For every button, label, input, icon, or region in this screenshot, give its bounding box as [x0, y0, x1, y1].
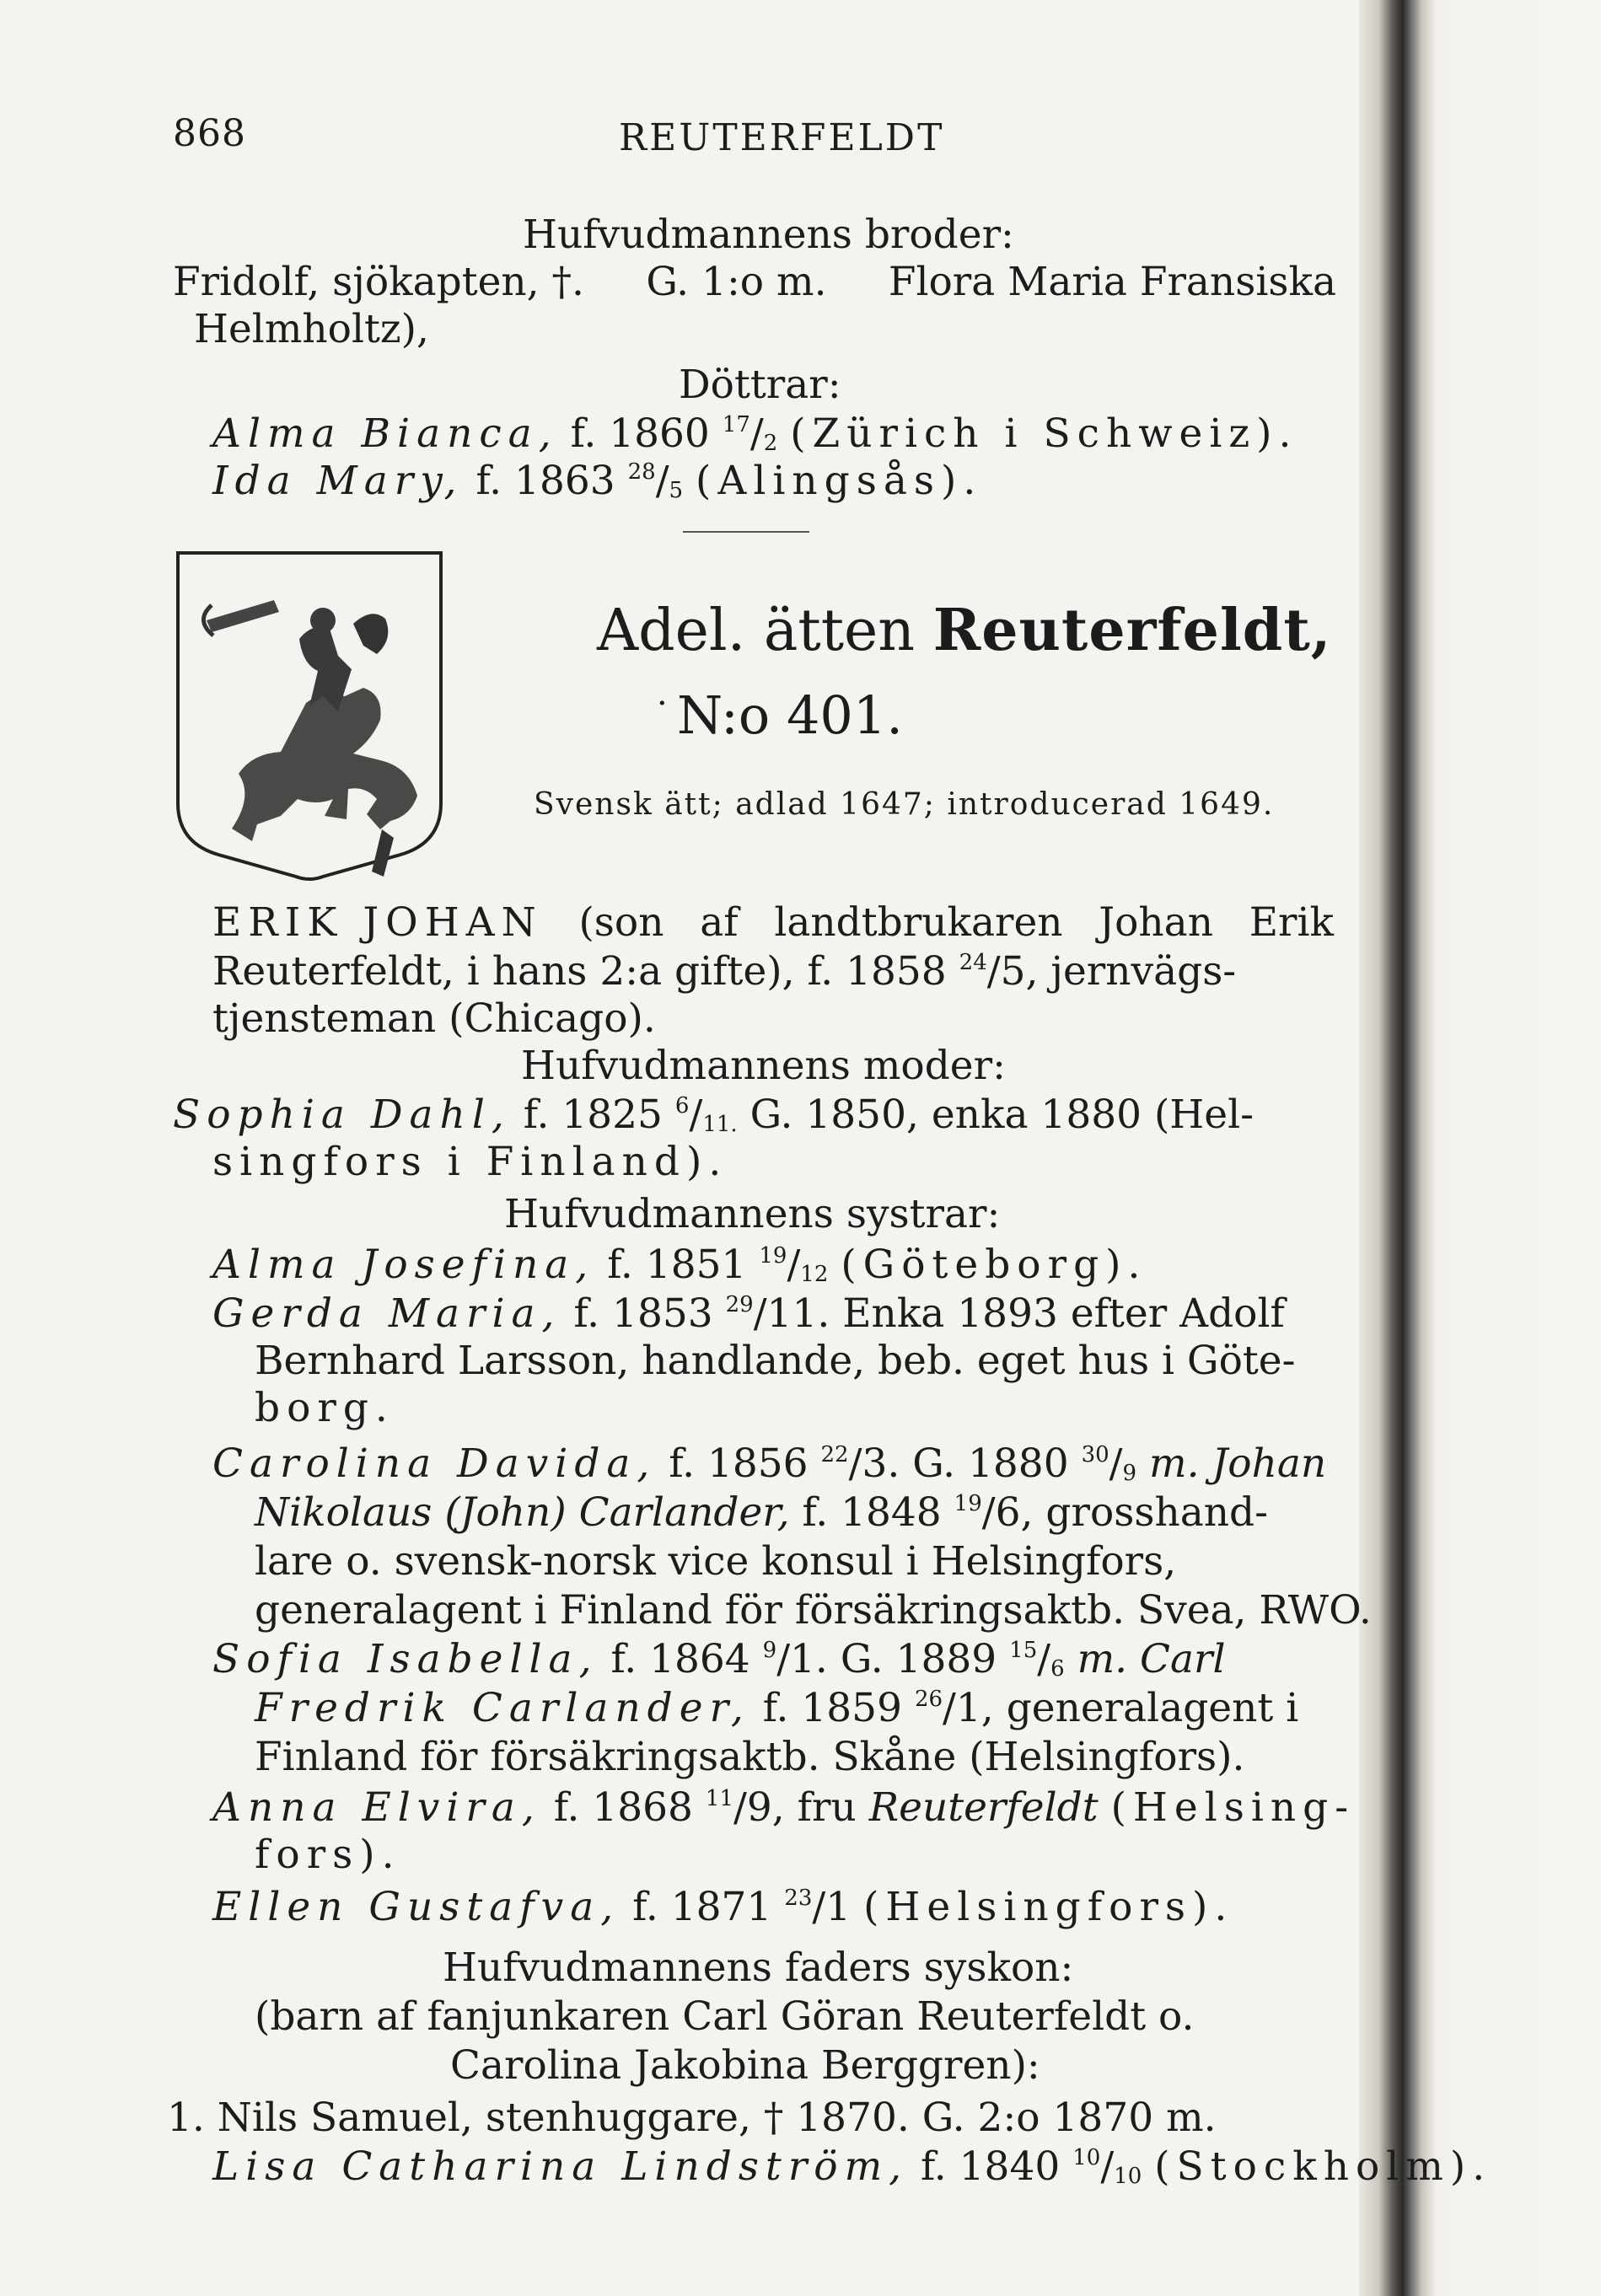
erik-af: af: [700, 899, 739, 946]
coat-of-arms-icon: [173, 546, 446, 883]
family-facts: Svensk ätt; adlad 1647; introducerad 1649.: [534, 787, 1275, 822]
alma-josefina-day: 19: [759, 1243, 787, 1269]
anna-day: 11: [705, 1786, 734, 1811]
daughters-heading: Döttrar:: [679, 362, 841, 408]
fredrik-day: 26: [914, 1687, 943, 1712]
gerda-born: f. 1853: [573, 1290, 713, 1337]
fridolf-line: [173, 260, 1336, 305]
carolina-marriage-month: 9: [1122, 1461, 1137, 1486]
rl-gifte: i hans 2:a gifte),: [466, 948, 795, 995]
alma-bianca-name: Alma Bianca,: [212, 410, 558, 457]
book-spine-shadow: [1359, 0, 1601, 2296]
nikolaus-born: f. 1848: [802, 1489, 942, 1536]
line-barn-2: Carolina Jakobina Berggren):: [450, 2042, 1040, 2089]
nils-number: 1.: [167, 2095, 205, 2141]
nils-married: G. 2:o 1870 m.: [921, 2095, 1217, 2141]
lisa-day: 10: [1072, 2145, 1101, 2170]
ida-mary-born: f. 1863: [475, 458, 615, 504]
brother-heading: Hufvudmannens broder:: [523, 212, 1014, 258]
sofia-married: G. 1889: [840, 1636, 997, 1682]
line-sofia-1: Sofia Isabella, f. 1864 $^9$/1. G. 1889 $^{15}/_6$ m. Carl: [212, 1636, 1226, 1682]
gerda-widow: Enka 1893 efter Adolf: [842, 1290, 1285, 1337]
carolina-day: 22: [820, 1442, 849, 1467]
gerda-day: 29: [725, 1292, 754, 1317]
fredrik-born: f. 1859: [762, 1685, 902, 1731]
lisa-name: Lisa Catharina Lindström,: [212, 2143, 909, 2190]
alma-bianca-day: 17: [722, 412, 750, 437]
carolina-born: f. 1856: [669, 1440, 809, 1487]
line-helsingfors: singfors i Finland).: [212, 1139, 728, 1185]
alma-josefina-name: Alma Josefina,: [212, 1242, 595, 1288]
alma-josefina-month: 12: [800, 1262, 829, 1287]
bernhard-name: Bernhard Larsson,: [255, 1338, 630, 1384]
ellen-born: f. 1871: [632, 1884, 772, 1930]
line-borg: borg.: [255, 1385, 395, 1431]
anna-fru: fru: [797, 1784, 857, 1831]
lisa-month: 10: [1114, 2164, 1142, 2189]
sophia-day: 6: [674, 1093, 690, 1118]
line-anna-2: fors).: [255, 1832, 401, 1878]
line-bernhard: [255, 1338, 1295, 1384]
bullet-dot: ·: [657, 684, 668, 723]
line-carolina-1: Carolina Davida, f. 1856 $^{22}$/3. G. 1880 $^{30}/_9$ m. Johan: [212, 1440, 1327, 1487]
ellen-name: Ellen Gustafva,: [212, 1884, 621, 1930]
sophia-born: f. 1825: [523, 1092, 663, 1138]
line-carolina-3: lare o. svensk-norsk vice konsul i Helsingfors,: [255, 1538, 1177, 1585]
daughter-alma-bianca: Alma Bianca, f. 1860 $^{17}/_2$ (Zürich i Schweiz).: [212, 410, 1298, 457]
fridolf-marriage: G. 1:o m.: [646, 259, 827, 305]
line-reuterfeldt: Reuterfeldt, i hans 2:a gifte), f. 1858 $^{24}$/5, jernvägs-: [212, 948, 1237, 995]
father-siblings-heading: Hufvudmannens faders syskon:: [443, 1945, 1074, 1991]
daughter-ida-mary: Ida Mary, f. 1863 $^{28}/_5$ (Alingsås).: [212, 458, 983, 504]
sophia-month: 11.: [702, 1112, 738, 1137]
line-barn-1: (barn af fanjunkaren Carl Göran Reuterfeldt o.: [255, 1993, 1195, 2040]
alma-josefina-born: f. 1851: [607, 1242, 747, 1288]
erik-father-second: Erik: [1249, 899, 1334, 946]
anna-place: (Helsing-: [1110, 1784, 1356, 1831]
line-nils: [167, 2095, 1217, 2141]
ellen-place: (Helsingfors).: [863, 1884, 1234, 1930]
line-gerda: Gerda Maria, f. 1853 $^{29}$/11. Enka 1893 efter Adolf: [212, 1290, 1285, 1337]
anna-month: 9,: [746, 1784, 785, 1831]
sofia-born: f. 1864: [610, 1636, 750, 1682]
family-title: [597, 597, 1331, 664]
alma-bianca-place: (Zürich i Schweiz).: [790, 410, 1298, 457]
erik-son: (son: [578, 899, 664, 946]
rl-surname: Reuterfeldt,: [212, 948, 454, 995]
anna-married-name: Reuterfeldt: [868, 1784, 1099, 1831]
mother-heading: Hufvudmannens moder:: [521, 1043, 1006, 1089]
family-number: [657, 684, 904, 746]
nikolaus-month: 6,: [995, 1489, 1034, 1536]
line-lisa: Lisa Catharina Lindström, f. 1840 $^{10}/_{10}$ (Stockholm).: [212, 2143, 1492, 2190]
sofia-month: 1.: [790, 1636, 828, 1682]
sofia-name: Sofia Isabella,: [212, 1636, 599, 1682]
rl-occupation: jernvägs-: [1050, 948, 1237, 995]
rl-month: 5,: [1000, 948, 1039, 995]
alma-josefina-place: (Göteborg).: [841, 1242, 1147, 1288]
nils-occupation: stenhuggare,: [485, 2095, 751, 2141]
sofia-marriage-month: 6: [1050, 1656, 1065, 1682]
sophia-name: Sophia Dahl,: [173, 1092, 511, 1138]
carolina-month: 3.: [862, 1440, 900, 1487]
line-sofia-2: Fredrik Carlander, f. 1859 $^{26}$/1, generalagent i: [255, 1685, 1299, 1731]
sofia-marriage-day: 15: [1009, 1638, 1038, 1663]
bernhard-occupation: handlande,: [642, 1338, 866, 1384]
fredrik-name: Fredrik Carlander,: [255, 1685, 750, 1731]
line-ellen: Ellen Gustafva, f. 1871 $^{23}$/1 (Helsingfors).: [212, 1884, 1234, 1930]
sofia-day: 9: [762, 1638, 777, 1663]
erik-occupation: landtbrukaren: [774, 899, 1063, 946]
fridolf-text: Fridolf, sjökapten, †.: [173, 259, 584, 305]
family-number-text: N:o 401.: [677, 684, 904, 746]
sophia-widow: enka 1880 (Hel-: [931, 1092, 1254, 1138]
sofia-husband: m. Carl: [1077, 1636, 1226, 1682]
gerda-name: Gerda Maria,: [212, 1290, 561, 1337]
carolina-name: Carolina Davida,: [212, 1440, 657, 1487]
lisa-born: f. 1840: [921, 2143, 1061, 2190]
carolina-married: G. 1880: [912, 1440, 1069, 1487]
erik-father-first: Johan: [1099, 899, 1213, 946]
line-erik-johan: [212, 900, 1334, 946]
line-carolina-2: Nikolaus (John) Carlander, f. 1848 $^{19}$/6, grosshand-: [255, 1489, 1269, 1536]
sisters-heading: Hufvudmannens systrar:: [504, 1191, 1001, 1237]
line-sofia-3: Finland för försäkringsaktb. Skåne (Helsingfors).: [255, 1734, 1245, 1780]
nikolaus-occupation: grosshand-: [1045, 1489, 1269, 1536]
nils-died: † 1870.: [763, 2095, 910, 2141]
nils-name: Nils Samuel,: [217, 2095, 473, 2141]
family-name: Reuterfeldt,: [932, 597, 1332, 664]
ida-mary-place: (Alingsås).: [696, 458, 983, 504]
carolina-husband: m. Johan: [1149, 1440, 1327, 1487]
anna-name: Anna Elvira,: [212, 1784, 541, 1831]
ida-mary-name: Ida Mary,: [212, 458, 464, 504]
alma-bianca-born: f. 1860: [570, 410, 710, 457]
page-number: 868: [173, 112, 246, 155]
section-divider: [683, 531, 809, 533]
line-tjensteman: tjensteman (Chicago).: [212, 995, 656, 1042]
running-title: REUTERFELDT: [619, 116, 945, 159]
nikolaus-name: Nikolaus (John) Carlander,: [255, 1489, 790, 1536]
gerda-month: 11.: [766, 1290, 830, 1337]
ida-mary-month: 5: [669, 478, 684, 503]
line-alma-josefina: Alma Josefina, f. 1851 $^{19}/_{12}$ (Göteborg).: [212, 1242, 1147, 1288]
anna-born: f. 1868: [553, 1784, 693, 1831]
ellen-day: 23: [784, 1886, 813, 1911]
line-anna-1: Anna Elvira, f. 1868 $^{11}$/9, fru Reuterfeldt (Helsing-: [212, 1784, 1356, 1831]
line-carolina-4: generalagent i Finland för försäkringsaktb. Svea, RWO.: [255, 1587, 1372, 1633]
fredrik-occupation: generalagent i: [1006, 1685, 1299, 1731]
lisa-place: (Stockholm).: [1154, 2143, 1492, 2190]
sophia-married: G. 1850,: [749, 1092, 919, 1138]
line-sophia: Sophia Dahl, f. 1825 $^6/_{11.}$ G. 1850, enka 1880 (Hel-: [173, 1092, 1254, 1138]
fridolf-wife: Flora Maria Fransiska: [888, 259, 1336, 305]
ida-mary-day: 28: [627, 459, 656, 485]
fredrik-month: 1,: [955, 1685, 994, 1731]
family-prefix: Adel. ätten: [597, 598, 916, 664]
fridolf-continuation: Helmholtz),: [194, 306, 429, 352]
rl-day: 24: [959, 950, 987, 975]
alma-bianca-month: 2: [763, 431, 778, 456]
erik-johan: ERIK JOHAN: [212, 899, 543, 946]
nikolaus-day: 19: [954, 1491, 982, 1516]
carolina-marriage-day: 30: [1081, 1442, 1109, 1467]
bernhard-residence: beb. eget hus i Göte-: [878, 1338, 1296, 1384]
ellen-month: 1: [825, 1884, 852, 1930]
rl-born: f. 1858: [807, 948, 947, 995]
